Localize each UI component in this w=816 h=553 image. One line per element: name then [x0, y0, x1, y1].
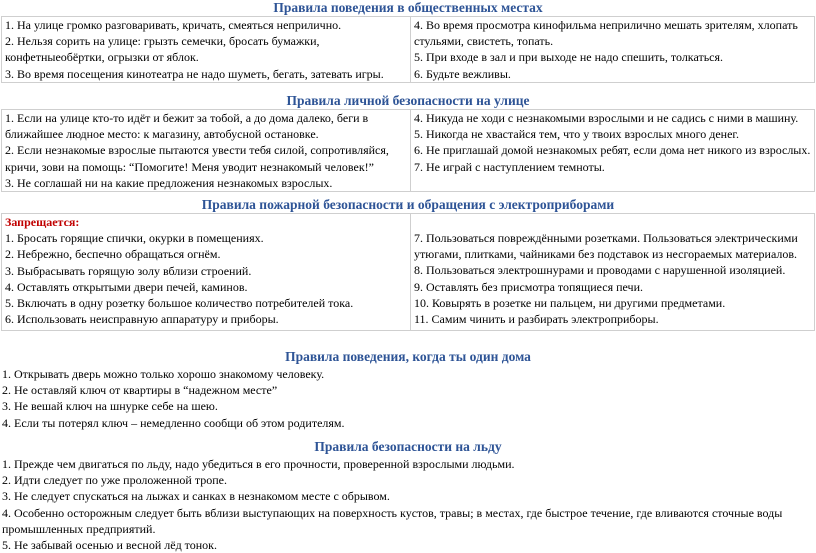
ice-safety-list: [2, 456, 814, 553]
section-title-ice-safety: Правила безопасности на льду: [314, 439, 502, 454]
rule-item: 3. Выбрасывать горящую золу вблизи строений.: [5, 263, 252, 278]
public-behavior-left-column: [2, 17, 411, 83]
section-title-street-safety: Правила личной безопасности на улице: [286, 93, 530, 108]
rule-item: 10. Ковырять в розетке ни пальцем, ни другими предметами.: [414, 295, 726, 310]
rule-item: 5. Включать в одну розетку большое количество потребителей тока.: [5, 296, 354, 311]
rule-item: 3. Не соглашай ни на какие предложения незнакомых взрослых.: [5, 175, 333, 190]
rule-item: 3. Не следует спускаться на лыжах и санках в незнакомом месте с обрывом.: [2, 489, 390, 504]
rule-item: 5. Не забывай осенью и весной лёд тонок.: [2, 538, 218, 553]
home-alone-list: [2, 366, 814, 431]
street-safety-table: [1, 109, 815, 192]
rule-item: 1. Прежде чем двигаться по льду, надо убедиться в его прочности, проверенной взрослыми людьми.: [2, 457, 515, 471]
public-behavior-right-column: [411, 17, 815, 83]
fire-safety-left-column: [2, 214, 411, 331]
rule-item: 1. На улице громко разговаривать, кричать, смеяться неприлично.: [5, 18, 342, 32]
rule-item: 2. Идти следует по уже проложенной тропе.: [2, 473, 227, 488]
rule-item: 11. Самим чинить и разбирать электроприборы.: [414, 312, 659, 327]
rule-item: 7. Не играй с наступлением темноты.: [414, 159, 605, 174]
section-title-home-alone: Правила поведения, когда ты один дома: [285, 349, 531, 364]
rule-item: 4. Если ты потерял ключ – немедленно сообщи об этом родителям.: [2, 415, 345, 430]
rule-item: 9. Оставлять без присмотра топящиеся печи.: [414, 279, 643, 294]
street-safety-right-column: [411, 110, 815, 192]
rule-item: 1. Открывать дверь можно только хорошо знакомому человеку.: [2, 367, 325, 381]
public-behavior-table: [1, 16, 815, 83]
rule-item: 1. Бросать горящие спички, окурки в помещениях.: [5, 231, 264, 246]
rule-item: 2. Нельзя сорить на улице: грызть семечки, бросать бумажки, конфетныеобёртки, огрызки от яблок.: [5, 34, 320, 65]
section-title-fire-safety: Правила пожарной безопасности и обращения с электроприборами: [201, 197, 615, 212]
rule-item: 2. Если незнакомые взрослые пытаются увести тебя силой, сопротивляйся, кричи, зови на помощь: “Помогите! Меня уводит незнакомый человек!”: [5, 143, 389, 174]
rule-item: 8. Пользоваться электрошнурами и проводами с нарушенной изоляцией.: [414, 263, 786, 278]
rule-item: 3. Во время посещения кинотеатра не надо шуметь, бегать, затевать игры.: [5, 66, 384, 81]
rule-item: 5. При входе в зал и при выходе не надо спешить, толкаться.: [414, 50, 724, 65]
rule-item: 4. Особенно осторожным следует быть вблизи выступающих на поверхность кустов, травы; в местах, где быстрое течение, где вливаются сточные воды промышленных предприятий.: [2, 505, 783, 536]
rule-item: 3. Не вешай ключ на шнурке себе на шею.: [2, 399, 218, 414]
fire-safety-right-column: [411, 214, 815, 331]
rule-item: 4. Во время просмотра кинофильма неприлично мешать зрителям, хлопать стульями, свистеть, топать.: [414, 18, 798, 49]
rule-item: 2. Небрежно, беспечно обращаться огнём.: [5, 247, 221, 262]
section-title-public-behavior: Правила поведения в общественных местах: [273, 0, 543, 15]
rule-item: 6. Использовать неисправную аппаратуру и приборы.: [5, 312, 279, 327]
street-safety-left-column: [2, 110, 411, 192]
rule-item: 4. Оставлять открытыми двери печей, каминов.: [5, 279, 248, 294]
rule-item: 5. Никогда не хвастайся тем, что у твоих взрослых много денег.: [414, 127, 739, 142]
rule-item: 2. Не оставляй ключ от квартиры в “надежном месте”: [2, 383, 278, 398]
rule-item: 1. Если на улице кто-то идёт и бежит за тобой, а до дома далеко, беги в ближайшее людное место: к магазину, автобусной остановке.: [5, 111, 369, 142]
rule-item: 6. Не приглашай домой незнакомых ребят, если дома нет никого из взрослых.: [414, 143, 811, 158]
rule-item: 7. Пользоваться повреждёнными розетками. Пользоваться электрическими утюгами, плитками, чайниками без подставок из несгораемых материалов.: [414, 231, 798, 262]
rule-item: 4. Никуда не ходи с незнакомыми взрослыми и не садись с ними в машину.: [414, 111, 799, 125]
rule-item: 6. Будьте вежливы.: [414, 66, 511, 81]
forbidden-label: Запрещается:: [5, 215, 80, 229]
fire-safety-table: [1, 213, 815, 331]
